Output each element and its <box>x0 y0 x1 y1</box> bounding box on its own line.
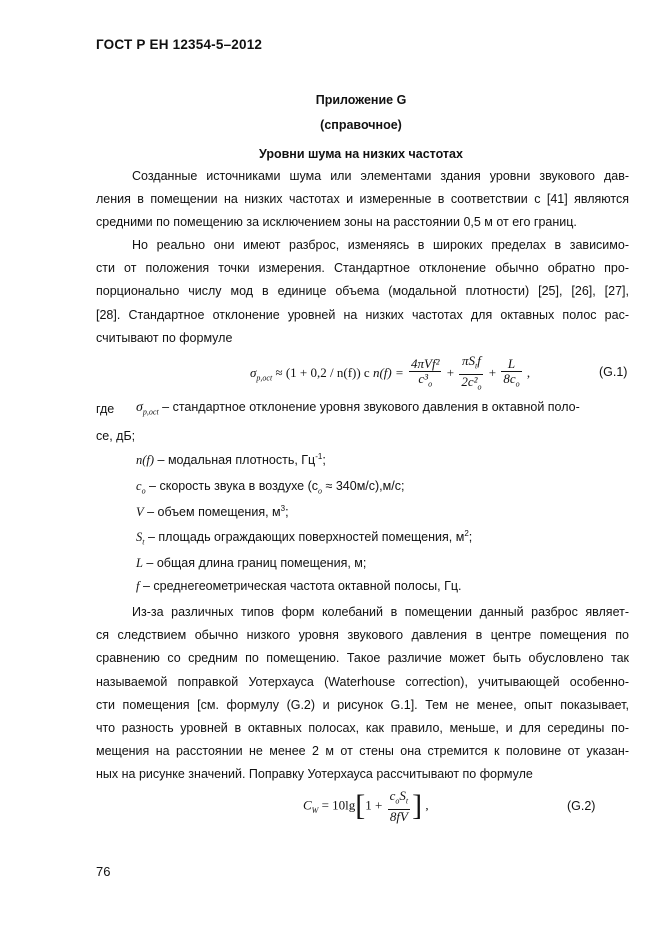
paragraph-line: сти помещения [см. формулу (G.2) и рисунок G.1]. Тем не менее, опыт показывает, <box>96 697 629 712</box>
paragraph-1 <box>96 165 629 235</box>
paragraph-line: что разность уровней в октавных полосах, как правило, меньше, и для середины по- <box>96 721 629 736</box>
paragraph-line: Созданные источниками шума или элементами здания уровни звукового дав- <box>132 169 629 183</box>
where-label: где <box>96 402 115 416</box>
formula-g1-number: (G.1) <box>599 365 628 379</box>
page-number: 76 <box>96 864 111 879</box>
paragraph-line: ных на рисунке значений. Поправку Уотерхауса рассчитывают по формуле <box>96 767 533 782</box>
paragraph-line: мещения на расстоянии не менее 2 м от стены она стремится к половине от указан- <box>96 744 629 759</box>
definition-frequency: f – среднегеометрическая частота октавной полосы, Гц. <box>136 579 462 593</box>
paragraph-line: считывают по формуле <box>96 330 233 345</box>
where-definition: $\sigma_{p,oct}$ – стандартное отклонение уровня звукового давления в октавной поло- <box>136 400 580 417</box>
paragraph-line: средними по помещению за исключением зоны на расстоянии 0,5 м от его границ. <box>96 215 577 230</box>
paragraph-line: сравнению со средним по помещению. Такое различие может быть обусловлено так <box>96 651 629 666</box>
where-definition-cont: се, дБ; <box>96 429 136 443</box>
paragraph-line: порционально числу мод в единице объема (модальной плотности) [25], [26], [27], <box>96 284 629 299</box>
paragraph-line: ся следствием обычно низкого уровня звукового давления в центре помещения по <box>96 628 629 643</box>
formula-g2-number: (G.2) <box>567 799 596 813</box>
paragraph-line: сти от положения точки измерения. Стандартное отклонение обычно обратно про- <box>96 261 629 276</box>
paragraph-2 <box>96 234 629 350</box>
formula-g2: $C_W = 10\lg[1$ + $\frac{c_oS_t}{8fV}$ ] , <box>303 788 429 824</box>
definition-surface-area: $S_t$ – площадь ограждающих поверхностей помещения, $м^2$; <box>136 529 473 547</box>
section-title: Уровни шума на низких частотах <box>259 147 463 161</box>
appendix-title: Приложение G <box>315 93 407 107</box>
paragraph-3 <box>96 601 629 787</box>
definition-sound-speed: $c_o$ – скорость звука в воздухе $(c_o \approx 340м/с),м/с$; <box>136 479 405 496</box>
definition-boundary-length: L – общая длина границ помещения, м; <box>136 556 367 570</box>
definition-modal-density: n(f) – модальная плотность, $Гц^{-1}$; <box>136 452 326 468</box>
paragraph-line: называемой поправкой Уотерхауса (Waterhouse correction), учитывающей особенно- <box>96 674 629 689</box>
paragraph-line: Из-за различных типов форм колебаний в помещении данный разброс являет- <box>132 605 629 619</box>
paragraph-line: Но реально они имеют разброс, изменяясь в широких пределах в зависимо- <box>132 238 629 252</box>
paragraph-line: [28]. Стандартное отклонение уровней на низких частотах для октавных полос рас- <box>96 307 629 322</box>
appendix-subtitle: (справочное) <box>320 118 402 132</box>
document-header: ГОСТ Р ЕН 12354-5–2012 <box>96 37 263 52</box>
paragraph-line: ления в помещении на низких частотах и измеренные в соответствии с [41] являются <box>96 192 629 207</box>
formula-g1: $\sigma_{p,oct} \approx (1 + 0,2 / n(f))$ с n(f) = $\frac{\text{4πVf²}}{c^3_o}$ + $\frac{\pi S_tf}{2c^2_o}$ + $\frac{L}{8c_o}$ , <box>250 353 531 392</box>
definition-volume: V – объем помещения, $м^3$; <box>136 504 289 520</box>
